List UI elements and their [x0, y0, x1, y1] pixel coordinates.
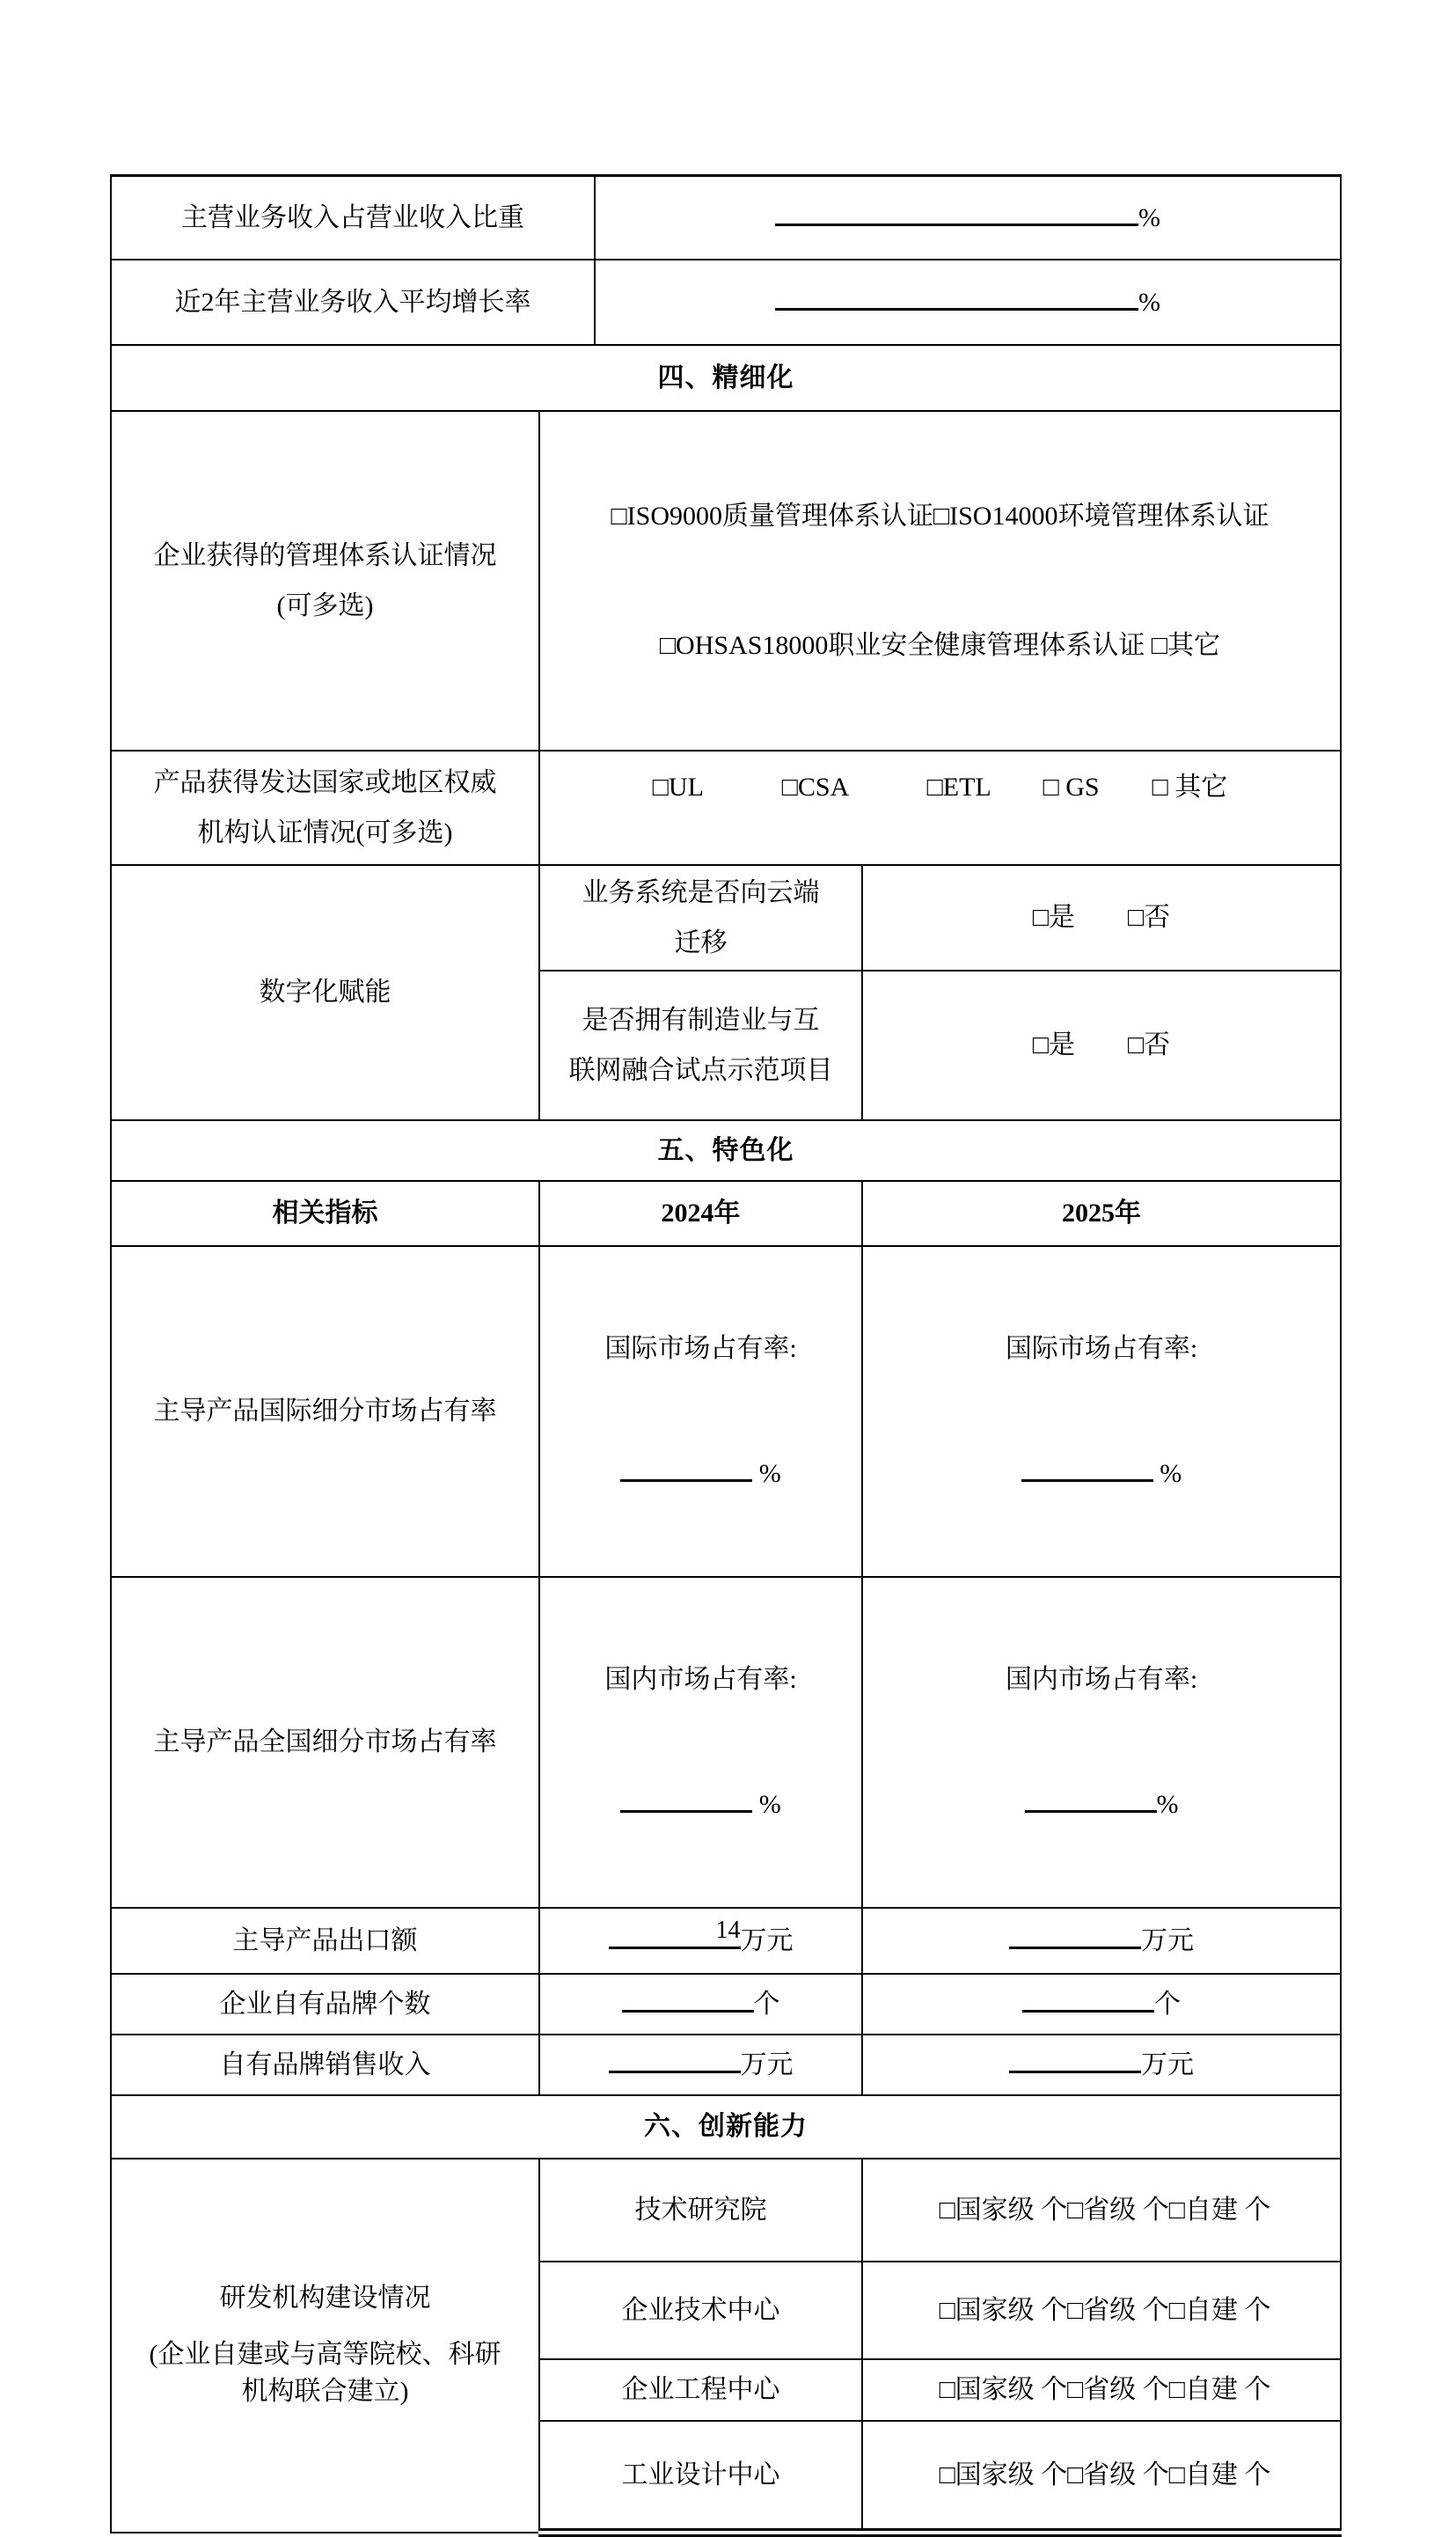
- question-manufacturing-internet: 是否拥有制造业与互 联网融合试点示范项目: [539, 971, 862, 1120]
- section-header-row: [111, 2095, 1341, 2159]
- table-row: [111, 865, 1341, 971]
- value-main-revenue-share: [595, 176, 1341, 260]
- fill-in-line: [1021, 1454, 1153, 1482]
- checkbox-options-management-cert: □ISO9000质量管理体系认证□ISO14000环境管理体系认证 □OHSAS18000职业安全健康管理体系认证 □其它: [539, 411, 1341, 751]
- section-title-innovation: 六、创新能力: [111, 2095, 1341, 2159]
- table-row: [111, 411, 1341, 751]
- table-row: [111, 2159, 1341, 2262]
- label-national-market-share: 主导产品全国细分市场占有率: [111, 1577, 539, 1908]
- table-header-row: [111, 1181, 1341, 1246]
- checkbox-options-levels: □国家级 个□省级 个□自建 个: [862, 2262, 1341, 2359]
- table-row: [111, 751, 1341, 865]
- label-tech-research-institute: 技术研究院: [539, 2159, 862, 2262]
- page-number: 14: [715, 1917, 741, 1944]
- label-revenue-growth: 近2年主营业务收入平均增长率: [111, 260, 595, 345]
- label-export-amount: 主导产品出口额: [111, 1908, 539, 1974]
- fill-in-line: [775, 282, 1138, 311]
- value-brand-revenue-2024: 万元: [539, 2035, 862, 2095]
- label-enterprise-tech-center: 企业技术中心: [539, 2262, 862, 2359]
- label-main-revenue-share: 主营业务收入占营业收入比重: [111, 176, 595, 260]
- column-header-indicator: 相关指标: [111, 1181, 539, 1246]
- checkbox-options-levels: □国家级 个□省级 个□自建 个: [862, 2159, 1341, 2262]
- fill-in-line: [620, 1785, 752, 1813]
- table-row: [111, 1577, 1341, 1908]
- section-title-refinement: 四、精细化: [111, 345, 1341, 411]
- label-own-brand-revenue: 自有品牌销售收入: [111, 2035, 539, 2095]
- label-intl-market-share: 主导产品国际细分市场占有率: [111, 1246, 539, 1577]
- table-row: [111, 260, 1341, 345]
- table-row: [111, 1974, 1341, 2035]
- fill-in-line: [775, 198, 1138, 226]
- fill-in-line: [1022, 1984, 1154, 2013]
- section-header-row: [111, 345, 1341, 411]
- fill-in-line: [609, 2045, 741, 2073]
- column-header-2025: 2025年: [862, 1181, 1341, 1246]
- value-intl-share-2024: 国际市场占有率: %: [539, 1246, 862, 1577]
- checkbox-options-intl-cert: □UL □CSA □ETL □ GS □ 其它: [539, 751, 1341, 865]
- value-export-2024: 万元: [539, 1908, 862, 1974]
- label-own-brand-count: 企业自有品牌个数: [111, 1974, 539, 2035]
- label-intl-cert: 产品获得发达国家或地区权威 机构认证情况(可多选): [111, 751, 539, 865]
- label-management-cert: 企业获得的管理体系认证情况 (可多选): [111, 411, 539, 751]
- column-header-2024: 2024年: [539, 1181, 862, 1246]
- label-industrial-design-center: 工业设计中心: [539, 2421, 862, 2533]
- fill-in-line: [1025, 1785, 1157, 1813]
- table-row: [111, 176, 1341, 260]
- value-brand-count-2025: 个: [862, 1974, 1341, 2035]
- label-digital-empowerment: 数字化赋能: [111, 865, 539, 1120]
- table-row: [111, 2035, 1341, 2095]
- checkbox-options-yes-no: □是 □否: [862, 971, 1341, 1120]
- checkbox-options-levels: □国家级 个□省级 个□自建 个: [862, 2359, 1341, 2421]
- unit-percent: %: [1138, 202, 1160, 232]
- checkbox-options-yes-no: □是 □否: [862, 865, 1341, 971]
- label-enterprise-engineering-center: 企业工程中心: [539, 2359, 862, 2421]
- value-intl-share-2025: 国际市场占有率: %: [862, 1246, 1341, 1577]
- fill-in-line: [1009, 2045, 1141, 2073]
- question-cloud-migration: 业务系统是否向云端 迁移: [539, 865, 862, 971]
- value-brand-count-2024: 个: [539, 1974, 862, 2035]
- value-export-2025: 万元: [862, 1908, 1341, 1974]
- fill-in-line: [622, 1984, 754, 2013]
- checkbox-options-levels: □国家级 个□省级 个□自建 个: [862, 2421, 1341, 2533]
- value-brand-revenue-2025: 万元: [862, 2035, 1341, 2095]
- label-rnd-institutions: 研发机构建设情况 (企业自建或与高等院校、科研 机构联合建立): [111, 2159, 539, 2533]
- form-table: [110, 174, 1342, 2537]
- value-national-share-2025: 国内市场占有率: %: [862, 1577, 1341, 1908]
- unit-percent: %: [1138, 287, 1160, 317]
- table-row: [111, 1246, 1341, 1577]
- section-header-row: [111, 1120, 1341, 1181]
- value-national-share-2024: 国内市场占有率: %: [539, 1577, 862, 1908]
- section-title-specialization: 五、特色化: [111, 1120, 1341, 1181]
- fill-in-line: [620, 1454, 752, 1482]
- value-revenue-growth: [595, 260, 1341, 345]
